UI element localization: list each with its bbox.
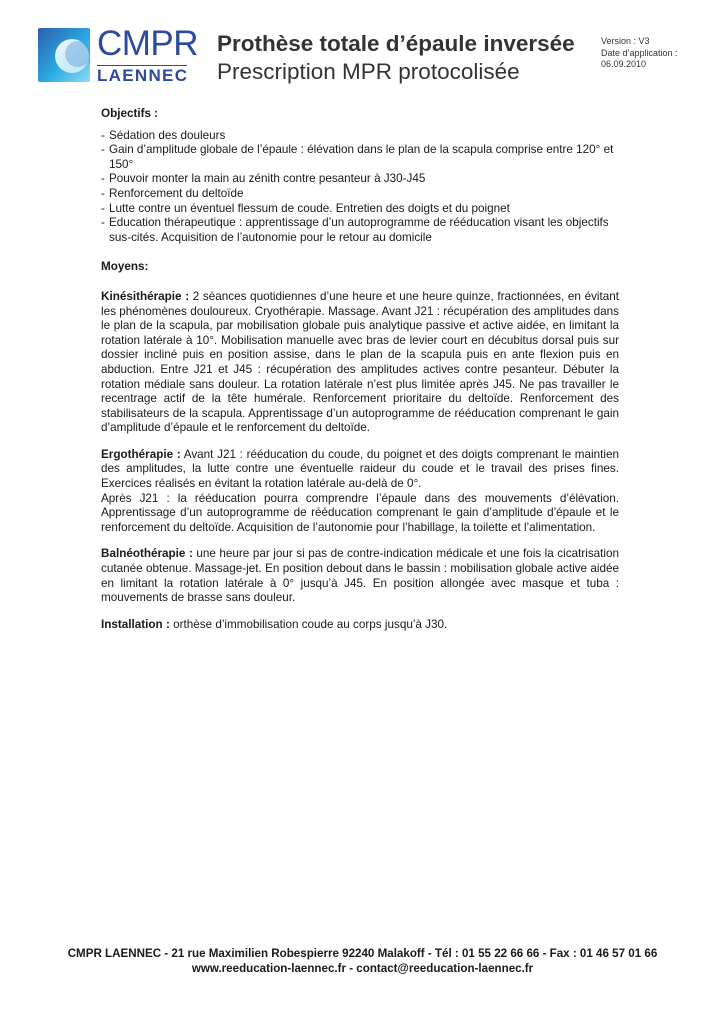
installation-text: orthèse d’immobilisation coude au corps jusqu’à J30. — [173, 617, 448, 631]
version-info — [601, 36, 678, 71]
balneotherapie-label: Balnéothérapie : — [101, 547, 193, 561]
ergotherapie-paragraph-2: Après J21 : la rééducation pourra comprendre l’épaule dans des mouvements d’élévation. Apprentissage d’un autoprogramme de rééducation comprenant le gain d’amplitude d’épaule et le renforcement du deltoïde. Acquisition de l’autonomie pour l’habillage, la toilette et l’alimentation. — [101, 491, 619, 534]
moyens-heading: Moyens: — [101, 260, 149, 274]
cmpr-logo — [38, 24, 199, 85]
document-subtitle: Prescription MPR protocolisée — [217, 59, 520, 84]
footer-address: CMPR LAENNEC - 21 rue Maximilien Robespierre 92240 Malakoff - Tél : 01 55 22 66 66 - Fax : 01 46 57 01 66 — [67, 947, 658, 960]
page-footer — [0, 946, 725, 976]
objectifs-heading: Objectifs : — [101, 107, 159, 120]
document-title-block — [217, 30, 575, 86]
footer-contact: www.reeducation-laennec.fr - contact@reeducation-laennec.fr — [191, 962, 534, 975]
list-item: - Renforcement du deltoïde — [101, 187, 619, 202]
document-body — [101, 107, 619, 632]
ergotherapie-text: Avant J21 : rééducation du coude, du poignet et des doigts comprenant le maintien des amplitudes, la lutte contre une éventuelle raideur du coude et le travail des prises fines. Exercices réalisés en évitant la rotation latérale au-delà de 0°. — [101, 447, 619, 491]
kinesitherapie-text: 2 séances quotidiennes d’une heure et une heure quinze, fractionnées, en évitant les phénomènes douloureux. Cryothérapie. Massage. Avant J21 : récupération des amplitudes dans le plan de la scapula, par mobilisation globale puis analytique passive et active aidée, en limitant la rotation latérale à 10°. Mobilisation manuelle avec bras de levier court en décubitus dorsal puis sur dossier incliné puis en position assise, dans le plan de la scapula puis en ante flexion puis en abduction. Entre J21 et J45 : récupération des amplitudes actives contre pesanteur. Débuter la rotation médiale sans douleur. La rotation latérale n’est plus limitée après J45. Ne pas travailler le recentrage actif de la tête humérale. Renforcement prioritaire du deltoïde. Renforcement des stabilisateurs de la scapula. Apprentissage d’un autoprogramme de rééducation comprenant le gain d’amplitude d’épaule et le renforcement du deltoïde. — [101, 289, 620, 435]
list-item: - Pouvoir monter la main au zénith contre pesanteur à J30-J45 — [101, 172, 619, 187]
balneotherapie-paragraph — [101, 547, 619, 605]
list-item: - Gain d’amplitude globale de l’épaule : élévation dans le plan de la scapula comprise entre 120° et 150° — [101, 143, 619, 172]
logo-mark-icon — [38, 28, 90, 82]
kinesitherapie-label: Kinésithérapie : — [101, 289, 190, 303]
kinesitherapie-paragraph — [101, 290, 619, 436]
version-label: Version : V3 — [601, 36, 650, 46]
list-item: - Sédation des douleurs — [101, 129, 619, 144]
logo-subname: LAENNEC — [97, 66, 189, 85]
list-item: - Education thérapeutique : apprentissage d’un autoprogramme de rééducation visant les objectifs sus-cités. Acquisition de l’autonomie pour le retour au domicile — [101, 216, 619, 245]
document-title: Prothèse totale d’épaule inversée — [217, 31, 575, 56]
date-label: Date d’application : — [601, 47, 678, 58]
installation-label: Installation : — [101, 617, 170, 631]
ergotherapie-paragraph — [101, 448, 619, 492]
page-header — [0, 0, 725, 100]
installation-paragraph — [101, 618, 619, 633]
objectifs-list — [101, 129, 619, 246]
list-item: - Lutte contre un éventuel flessum de coude. Entretien des doigts et du poignet — [101, 202, 619, 217]
logo-name: CMPR — [97, 24, 199, 63]
balneotherapie-text: une heure par jour si pas de contre-indication médicale et une fois la cicatrisation cutanée obtenue. Massage-jet. En position debout dans le bassin : mobilisation globale active aidée en limitant la rotation latérale à 0° jusqu’à J45. En position allongée avec masque et tuba : mouvements de brasse sans douleur. — [101, 547, 620, 605]
ergotherapie-label: Ergothérapie : — [101, 447, 181, 461]
date-value: 06.09.2010 — [601, 59, 647, 69]
